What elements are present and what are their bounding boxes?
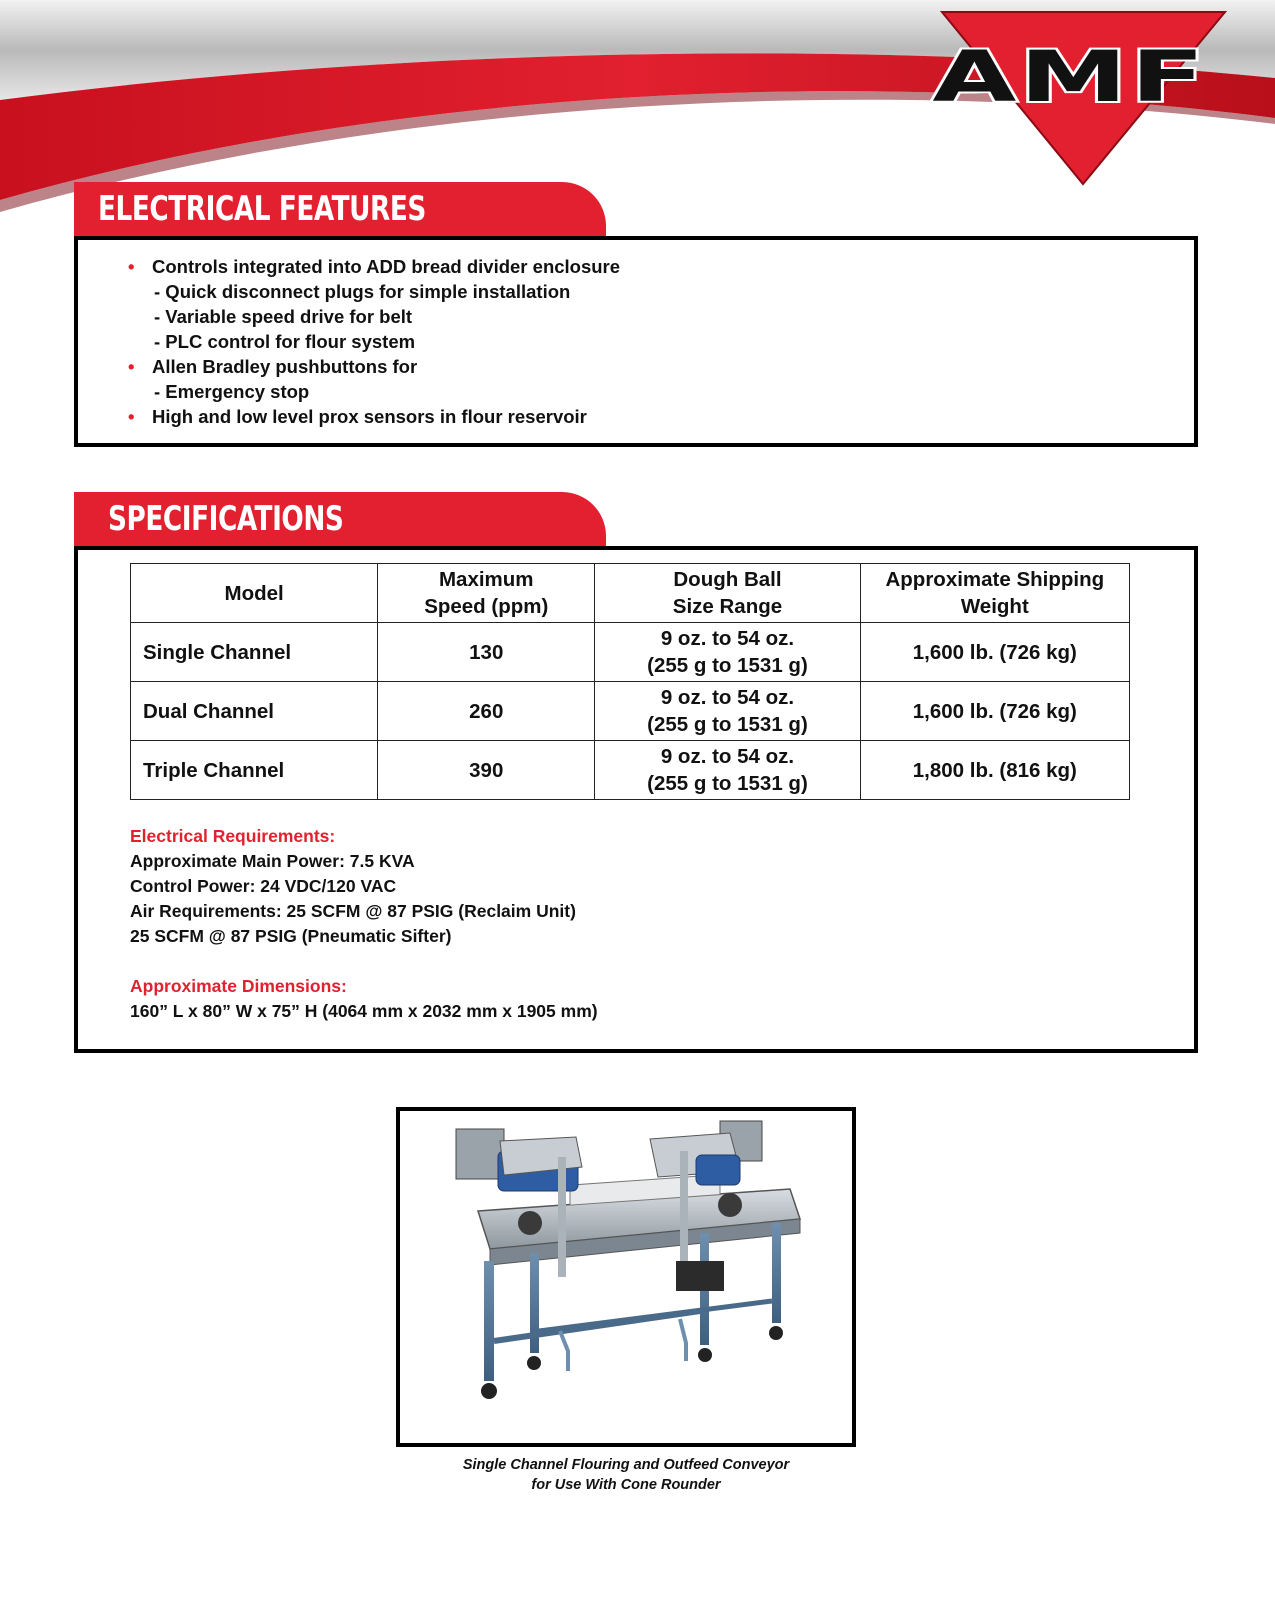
approximate-dimensions [130, 974, 598, 1024]
cell-speed: 130 [378, 623, 595, 682]
bullet-icon: • [128, 406, 135, 427]
cell-model: Dual Channel [131, 682, 378, 741]
requirement-line: Control Power: 24 VDC/120 VAC [130, 876, 397, 896]
cell-weight: 1,800 lb. (816 kg) [860, 741, 1129, 800]
amf-logo: AMF [932, 36, 1208, 118]
feature-item [128, 304, 620, 329]
feature-text: - Variable speed drive for belt [154, 306, 413, 327]
bullet-icon: • [128, 256, 135, 277]
electrical-features-box [74, 236, 1198, 447]
electrical-features-list [128, 254, 620, 429]
requirement-line: 25 SCFM @ 87 PSIG (Pneumatic Sifter) [130, 926, 452, 946]
cell-speed: 390 [378, 741, 595, 800]
header-model: Model [131, 564, 378, 623]
feature-text: Allen Bradley pushbuttons for [152, 356, 418, 377]
electrical-requirements [130, 824, 576, 949]
cell-weight: 1,600 lb. (726 kg) [860, 623, 1129, 682]
electrical-features-tab [74, 182, 606, 238]
specifications-title: SPECIFICATIONS [108, 499, 344, 539]
feature-item [128, 279, 620, 304]
table-header-row [131, 564, 1130, 623]
header-weight: Approximate Shipping Weight [860, 564, 1129, 623]
conveyor-machine-illustration [400, 1111, 852, 1443]
cell-weight: 1,600 lb. (726 kg) [860, 682, 1129, 741]
cell-model: Triple Channel [131, 741, 378, 800]
electrical-requirements-heading: Electrical Requirements: [130, 826, 336, 846]
table-row [131, 682, 1130, 741]
specifications-table [130, 563, 1130, 800]
feature-item [128, 404, 620, 429]
specifications-tab [74, 492, 606, 548]
feature-item [128, 329, 620, 354]
caption-line: for Use With Cone Rounder [531, 1477, 721, 1493]
requirement-line: Approximate Main Power: 7.5 KVA [130, 851, 415, 871]
feature-text: - PLC control for flour system [154, 331, 416, 352]
cell-range: 9 oz. to 54 oz. (255 g to 1531 g) [595, 623, 860, 682]
feature-text: - Quick disconnect plugs for simple installation [154, 281, 571, 302]
table-row [131, 741, 1130, 800]
specifications-box [74, 546, 1198, 1053]
dimensions-heading: Approximate Dimensions: [130, 976, 347, 996]
feature-text: High and low level prox sensors in flour reservoir [152, 406, 587, 427]
electrical-features-title: ELECTRICAL FEATURES [98, 189, 426, 229]
requirement-line: Air Requirements: 25 SCFM @ 87 PSIG (Reclaim Unit) [130, 901, 576, 921]
product-photo-frame [396, 1107, 856, 1447]
feature-text: - Emergency stop [154, 381, 310, 402]
cell-model: Single Channel [131, 623, 378, 682]
table-row [131, 623, 1130, 682]
header-speed: Maximum Speed (ppm) [378, 564, 595, 623]
cell-range: 9 oz. to 54 oz. (255 g to 1531 g) [595, 741, 860, 800]
dimensions-line: 160” L x 80” W x 75” H (4064 mm x 2032 mm x 1905 mm) [130, 1001, 598, 1021]
cell-speed: 260 [378, 682, 595, 741]
feature-item [128, 354, 620, 379]
header-dough-range: Dough Ball Size Range [595, 564, 860, 623]
feature-text: Controls integrated into ADD bread divider enclosure [152, 256, 621, 277]
photo-caption [396, 1455, 856, 1495]
feature-item [128, 379, 620, 404]
caption-line: Single Channel Flouring and Outfeed Conveyor [462, 1457, 790, 1473]
cell-range: 9 oz. to 54 oz. (255 g to 1531 g) [595, 682, 860, 741]
feature-item [128, 254, 620, 279]
bullet-icon: • [128, 356, 135, 377]
